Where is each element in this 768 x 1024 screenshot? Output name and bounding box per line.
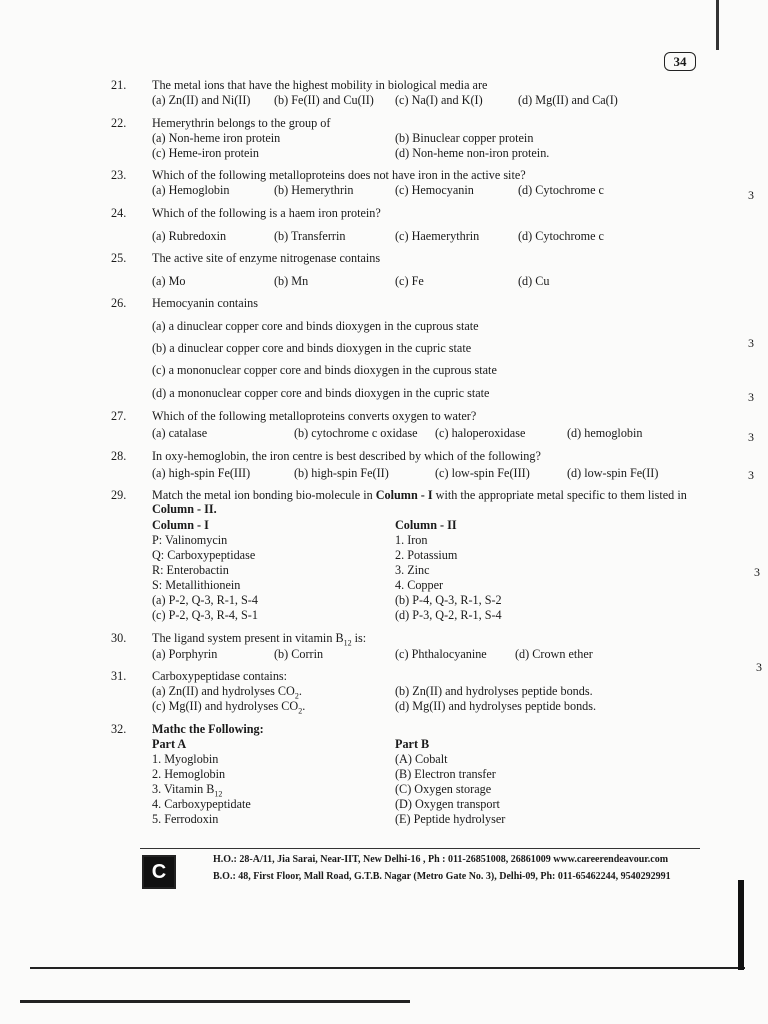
question-text: Which of the following is a haem iron protein? bbox=[152, 206, 381, 220]
column-2-item: 1. Iron bbox=[395, 533, 428, 547]
option-b: (b) Fe(II) and Cu(II) bbox=[274, 93, 374, 107]
question-number: 22. bbox=[111, 116, 127, 130]
question-number: 27. bbox=[111, 409, 127, 423]
option-c: (c) Hemocyanin bbox=[395, 183, 474, 197]
question-text: The active site of enzyme nitrogenase contains bbox=[152, 251, 381, 265]
option-c: (c) Fe bbox=[395, 274, 424, 288]
question-text bbox=[152, 488, 712, 503]
option-a: (a) Mo bbox=[152, 274, 186, 288]
question-text: Which of the following metalloproteins does not have iron in the active site? bbox=[152, 168, 526, 182]
option-c: (c) haloperoxidase bbox=[435, 426, 526, 440]
option-d: (d) P-3, Q-2, R-1, S-4 bbox=[395, 608, 502, 622]
option-b: (b) a dinuclear copper core and binds dioxygen in the cupric state bbox=[152, 341, 472, 355]
question-text-post: is: bbox=[351, 631, 367, 645]
question-number: 21. bbox=[111, 78, 127, 92]
column-1-item: P: Valinomycin bbox=[152, 533, 228, 547]
question-number: 23. bbox=[111, 168, 127, 182]
period: . bbox=[302, 699, 306, 713]
option-b: (b) Corrin bbox=[274, 647, 324, 661]
option-b: (b) P-4, Q-3, R-1, S-2 bbox=[395, 593, 502, 607]
period: . bbox=[298, 684, 302, 698]
scan-edge-line bbox=[30, 967, 745, 969]
part-b-item: (D) Oxygen transport bbox=[395, 797, 500, 811]
option-a: (a) Porphyrin bbox=[152, 647, 218, 661]
question-number: 24. bbox=[111, 206, 127, 220]
question-text-post: with the appropriate metal specific to them listed in bbox=[432, 488, 687, 502]
part-b-item: (C) Oxygen storage bbox=[395, 782, 492, 796]
part-a-heading: Part A bbox=[152, 737, 187, 751]
question-number: 32. bbox=[111, 722, 127, 736]
subscript: 2 bbox=[298, 706, 303, 716]
column-1-item: S: Metallithionein bbox=[152, 578, 241, 592]
margin-mark: 3 bbox=[748, 430, 754, 444]
head-office-address: H.O.: 28-A/11, Jia Sarai, Near-IIT, New Delhi-16 , Ph : 011-26851008, 26861009 www.careerendeavour.com bbox=[213, 854, 669, 865]
question-text: Carboxypeptidase contains: bbox=[152, 669, 288, 683]
option-d: (d) Cytochrome c bbox=[518, 183, 604, 197]
question-number: 30. bbox=[111, 631, 127, 645]
column-2-heading: Column - II bbox=[395, 518, 457, 532]
part-b-item: (E) Peptide hydrolyser bbox=[395, 812, 506, 826]
part-b-heading: Part B bbox=[395, 737, 430, 751]
option-d: (d) low-spin Fe(II) bbox=[567, 466, 659, 480]
option-d: (d) Cu bbox=[518, 274, 550, 288]
page-number: 34 bbox=[664, 52, 696, 71]
margin-mark: 3 bbox=[754, 565, 760, 579]
column-2-item: 4. Copper bbox=[395, 578, 444, 592]
option-c: (c) Na(I) and K(I) bbox=[395, 93, 483, 107]
question-number: 26. bbox=[111, 296, 127, 310]
option-b: (b) Mn bbox=[274, 274, 309, 288]
part-a-item: 4. Carboxypeptidate bbox=[152, 797, 251, 811]
option-b: (b) Transferrin bbox=[274, 229, 346, 243]
question-text-pre: The ligand system present in vitamin B bbox=[152, 631, 344, 645]
part-b-item: (A) Cobalt bbox=[395, 752, 448, 766]
option-b: (b) Zn(II) and hydrolyses peptide bonds. bbox=[395, 684, 593, 698]
option-d: (d) a mononuclear copper core and binds dioxygen in the cupric state bbox=[152, 386, 490, 400]
scan-edge-shadow bbox=[716, 0, 719, 50]
question-text: Which of the following metalloproteins converts oxygen to water? bbox=[152, 409, 477, 423]
option-b: (b) Binuclear copper protein bbox=[395, 131, 534, 145]
question-text: Hemocyanin contains bbox=[152, 296, 258, 310]
option-a: (a) a dinuclear copper core and binds dioxygen in the cuprous state bbox=[152, 319, 479, 333]
option-d: (d) Mg(II) and hydrolyses peptide bonds. bbox=[395, 699, 597, 713]
column-1-item: Q: Carboxypeptidase bbox=[152, 548, 256, 562]
option-a: (a) Zn(II) and Ni(II) bbox=[152, 93, 251, 107]
scan-edge-shadow bbox=[738, 880, 744, 970]
option-d: (d) hemoglobin bbox=[567, 426, 643, 440]
option-a: (a) Non-heme iron protein bbox=[152, 131, 281, 145]
career-endeavour-logo-icon: C bbox=[142, 855, 176, 889]
column-2-item: 3. Zinc bbox=[395, 563, 430, 577]
option-a: (a) high-spin Fe(III) bbox=[152, 466, 251, 480]
question-number: 25. bbox=[111, 251, 127, 265]
option-c: (c) Haemerythrin bbox=[395, 229, 480, 243]
margin-mark: 3 bbox=[748, 390, 754, 404]
question-number: 29. bbox=[111, 488, 127, 502]
option-a: (a) Hemoglobin bbox=[152, 183, 230, 197]
subscript: 12 bbox=[343, 638, 352, 648]
margin-mark: 3 bbox=[748, 188, 754, 202]
subscript: 2 bbox=[294, 691, 299, 701]
part-b-item: (B) Electron transfer bbox=[395, 767, 496, 781]
option-d: (d) Non-heme non-iron protein. bbox=[395, 146, 550, 160]
question-number: 28. bbox=[111, 449, 127, 463]
column-1-heading: Column - I bbox=[152, 518, 209, 532]
branch-office-address: B.O.: 48, First Floor, Mall Road, G.T.B. Nagar (Metro Gate No. 3), Delhi-09, Ph: 011-65462244, 9540292991 bbox=[213, 871, 671, 882]
question-text-line2: Column - II. bbox=[152, 502, 217, 516]
question-text-bold: Column - I bbox=[375, 488, 433, 502]
margin-mark: 3 bbox=[748, 468, 754, 482]
column-2-item: 2. Potassium bbox=[395, 548, 458, 562]
question-text-pre: Match the metal ion bonding bio-molecule in bbox=[152, 488, 376, 502]
option-d: (d) Mg(II) and Ca(I) bbox=[518, 93, 618, 107]
option-a: (a) catalase bbox=[152, 426, 208, 440]
scan-edge-line bbox=[20, 1000, 410, 1003]
option-a: (a) Rubredoxin bbox=[152, 229, 227, 243]
margin-mark: 3 bbox=[748, 336, 754, 350]
part-a-item: 1. Myoglobin bbox=[152, 752, 219, 766]
question-text: In oxy-hemoglobin, the iron centre is best described by which of the following? bbox=[152, 449, 541, 463]
margin-mark: 3 bbox=[756, 660, 762, 674]
column-1-item: R: Enterobactin bbox=[152, 563, 229, 577]
option-b: (b) high-spin Fe(II) bbox=[294, 466, 389, 480]
option-c-text: (c) Mg(II) and hydrolyses CO bbox=[152, 699, 299, 713]
question-text: Mathc the Following: bbox=[152, 722, 264, 736]
question-text: Hemerythrin belongs to the group of bbox=[152, 116, 331, 130]
option-d: (d) Crown ether bbox=[515, 647, 593, 661]
question-number: 31. bbox=[111, 669, 127, 683]
option-a-text: (a) Zn(II) and hydrolyses CO bbox=[152, 684, 295, 698]
option-c: (c) low-spin Fe(III) bbox=[435, 466, 530, 480]
option-b: (b) Hemerythrin bbox=[274, 183, 354, 197]
option-a: (a) P-2, Q-3, R-1, S-4 bbox=[152, 593, 258, 607]
option-c: (c) a mononuclear copper core and binds dioxygen in the cuprous state bbox=[152, 363, 497, 377]
footer-divider bbox=[140, 848, 700, 849]
question-text: The metal ions that have the highest mobility in biological media are bbox=[152, 78, 488, 92]
subscript: 12 bbox=[214, 789, 223, 799]
part-a-item-text: 3. Vitamin B bbox=[152, 782, 215, 796]
option-d: (d) Cytochrome c bbox=[518, 229, 604, 243]
option-c: (c) P-2, Q-3, R-4, S-1 bbox=[152, 608, 258, 622]
option-b: (b) cytochrome c oxidase bbox=[294, 426, 418, 440]
part-a-item: 2. Hemoglobin bbox=[152, 767, 226, 781]
part-a-item: 5. Ferrodoxin bbox=[152, 812, 219, 826]
option-c: (c) Heme-iron protein bbox=[152, 146, 259, 160]
option-c bbox=[152, 699, 305, 718]
option-c: (c) Phthalocyanine bbox=[395, 647, 487, 661]
